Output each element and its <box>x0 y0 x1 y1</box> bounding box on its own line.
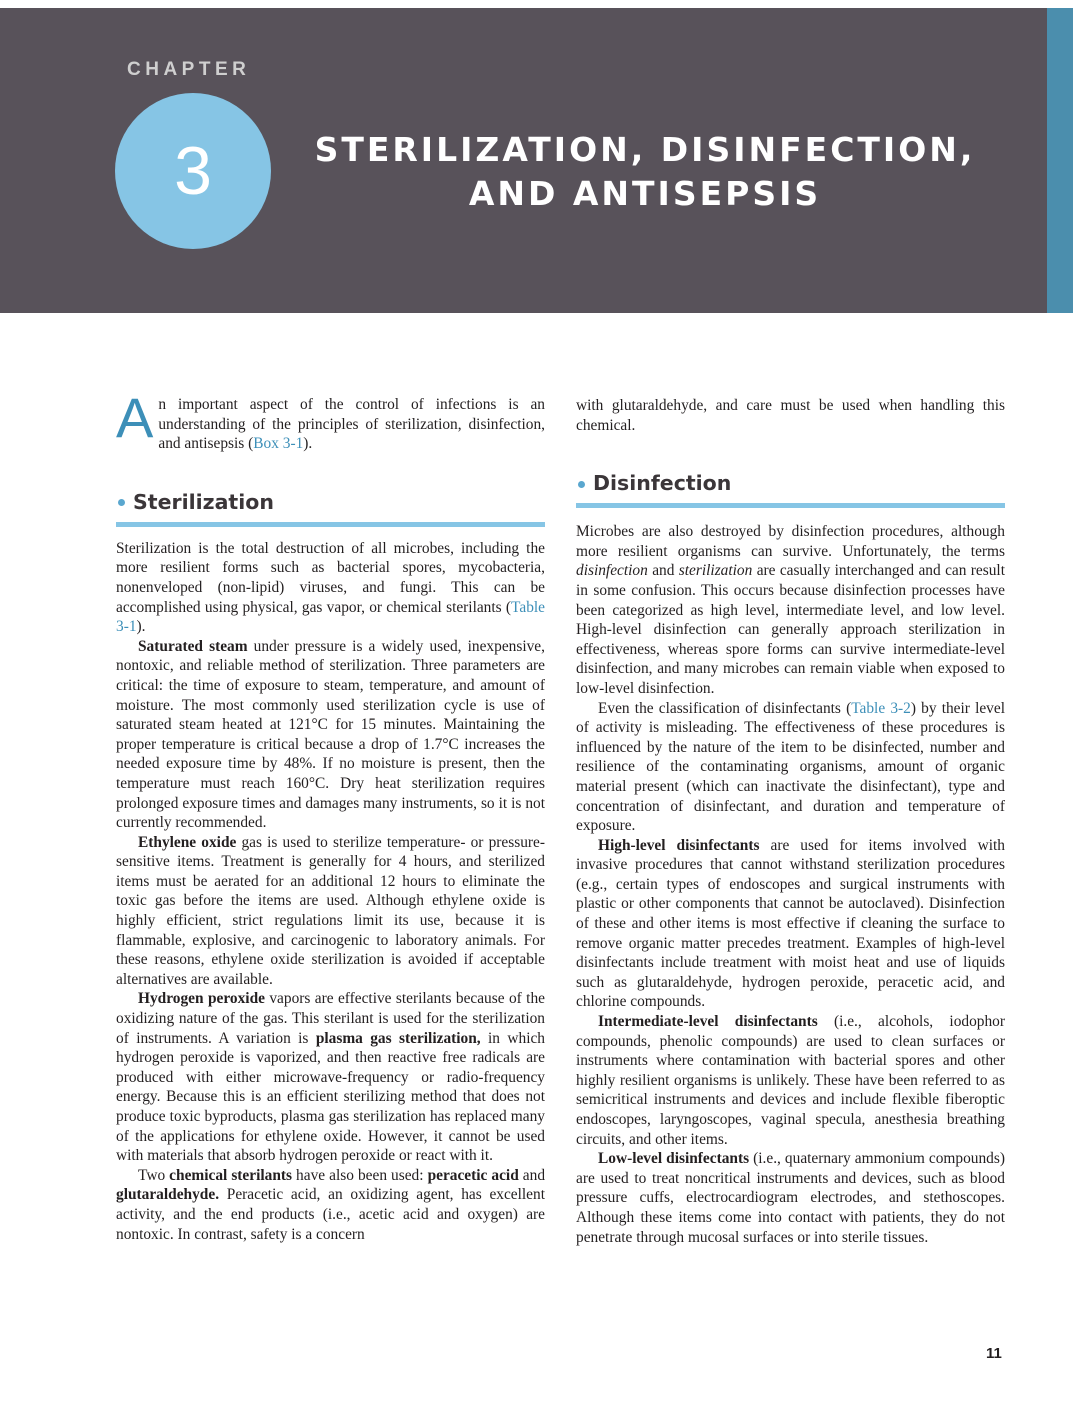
chapter-number-circle <box>115 93 271 249</box>
right-column <box>576 396 1005 1247</box>
term: peracetic acid <box>427 1166 519 1184</box>
table-3-2-link[interactable]: Table 3-2 <box>851 699 911 717</box>
page-number: 11 <box>986 1345 1002 1362</box>
box-3-1-link[interactable]: Box 3-1 <box>253 435 304 453</box>
chapter-title-line-2: AND ANTISEPSIS <box>468 174 822 213</box>
paragraph: Two chemical sterilants have also been used: peracetic acid and glutaraldehyde. Peracetic acid, an oxidizing agent, has excellent activity, and the end products (i.e., acetic acid and oxygen) are nontoxic. In contrast, safety is a concern <box>116 1166 546 1243</box>
paragraph: Sterilization is the total destruction of all microbes, including the more resilient forms such as bacterial spores, mycobacteria, nonenveloped (non-lipid) viruses, and fungi. This can be accomplished using physical, gas vapor, or chemical sterilants (Table 3-1). <box>116 539 545 636</box>
paragraph: Ethylene oxide gas is used to sterilize temperature- or pressure-sensitive items. Treatment is generally for 4 hours, and sterilized items must be aerated for an additional 12 hours to eliminate the toxic gas before the items are used. Although ethylene oxide is highly efficient, strict regulations limit its use, because it is flammable, explosive, and carcinogenic to laboratory animals. For these reasons, ethylene oxide sterilization is avoided if acceptable alternatives are available. <box>116 833 545 988</box>
paragraph: High-level disinfectants are used for items involved with invasive procedures that cannot withstand sterilization procedures (e.g., certain types of endoscopes and surgical instruments with plastic or other components that cannot be autoclaved). Disinfection of these and other items is most effective if cleaning the surface to remove organic matter precedes treatment. Examples of high-level disinfectants include treatment with moist heat and use of liquids such as glutaraldehyde, hydrogen peroxide, peracetic acid, and chlorine compounds. <box>576 836 1005 1011</box>
term: chemical sterilants <box>169 1166 293 1184</box>
chapter-label: CHAPTER <box>127 59 251 80</box>
chapter-title <box>300 128 990 216</box>
term: plasma gas sterilization, <box>315 1029 481 1047</box>
heading-bullet-icon <box>118 499 125 506</box>
paragraph: Low-level disinfectants (i.e., quaternary ammonium compounds) are used to treat noncritical instruments and devices, such as blood pressure cuffs, electrocardiogram electrodes, and stethoscopes. Although these items come into contact with patients, they do not penetrate through mucosal surfaces or into sterile tissues. <box>576 1150 1005 1246</box>
term: glutaraldehyde. <box>116 1186 220 1204</box>
section-heading-text: Disinfection <box>593 471 732 496</box>
continued-paragraph: with glutaraldehyde, and care must be used when handling this chemical. <box>576 397 1005 434</box>
paragraph: Saturated steam under pressure is a widely used, inexpensive, nontoxic, and reliable method of sterilization. Three parameters are critical: the time of exposure to steam, temperature, and amount of moisture. The most commonly used sterilization cycle is use of saturated steam heated at 121°C for 15 minutes. Maintaining the proper temperature is critical because a drop of 1.7°C increases the needed exposure time by 48%. If no moisture is present, then the temperature must reach 160°C. Dry heat sterilization requires prolonged exposure times and damages many instruments, so it is not currently recommended. <box>116 637 545 832</box>
section-heading-sterilization <box>116 484 545 527</box>
intro-paragraph: An important aspect of the control of infections is an understanding of the principles of sterilization, disinfection, and antisepsis (Box 3-1). <box>116 386 545 453</box>
paragraph: Microbes are also destroyed by disinfection procedures, although more resilient organisms can survive. Unfortunately, the terms disinfection and sterilization are casually interchanged and can result in some confusion. This occurs because disinfection processes have been categorized as high level, intermediate level, and low level. High-level disinfection can generally approach sterilization in effectiveness, whereas spore forms can survive intermediate-level disinfection, and many microbes can remain viable when exposed to low-level disinfection. <box>576 523 1005 697</box>
term: Hydrogen peroxide <box>138 990 265 1008</box>
chapter-number: 3 <box>174 133 212 209</box>
drop-cap: A <box>116 386 154 449</box>
left-column <box>116 386 546 1244</box>
term: Ethylene oxide <box>138 833 237 851</box>
term: Intermediate-level disinfectants <box>598 1013 818 1031</box>
paragraph: Intermediate-level disinfectants (i.e., alcohols, iodophor compounds, phenolic compounds) are used to clean surfaces or instruments where contamination with bacterial spores and other highly resilient organisms is unlikely. These have been referred to as semicritical instruments and devices and include flexible fiberoptic endoscopes, laryngoscopes, vaginal specula, anesthesia breathing circuits, and other items. <box>576 1013 1005 1148</box>
table-3-1-link[interactable]: Table 3-1 <box>116 598 545 636</box>
term: Low-level disinfectants <box>598 1150 750 1168</box>
term: Saturated steam <box>138 637 248 655</box>
heading-bullet-icon <box>578 481 585 488</box>
banner-edge-stripe <box>1047 8 1073 313</box>
paragraph: Even the classification of disinfectants (Table 3-2) by their level of activity is misleading. The effectiveness of these procedures is influenced by the nature of the item to be disinfected, number and resilience of the contaminating organisms, amount of organic material present (which can inactivate the disinfectant), type and concentration of disinfectant, and duration and temperature of exposure. <box>576 699 1005 835</box>
term: High-level disinfectants <box>598 836 760 854</box>
chapter-title-line-1: STERILIZATION, DISINFECTION, <box>314 130 976 169</box>
paragraph: Hydrogen peroxide vapors are effective sterilants because of the oxidizing nature of the gas. This sterilant is used for the sterilization of instruments. A variation is plasma gas sterilization, in which hydrogen peroxide is vaporized, and then reactive free radicals are produced with either microwave-frequency or radio-frequency energy. Because this is an efficient sterilizing method that does not produce toxic byproducts, plasma gas sterilization has replaced many of the applications for ethylene oxide. However, it cannot be used with materials that absorb hydrogen peroxide or react with it. <box>116 990 545 1165</box>
section-heading-text: Sterilization <box>133 489 274 514</box>
section-heading-disinfection <box>576 465 1005 508</box>
